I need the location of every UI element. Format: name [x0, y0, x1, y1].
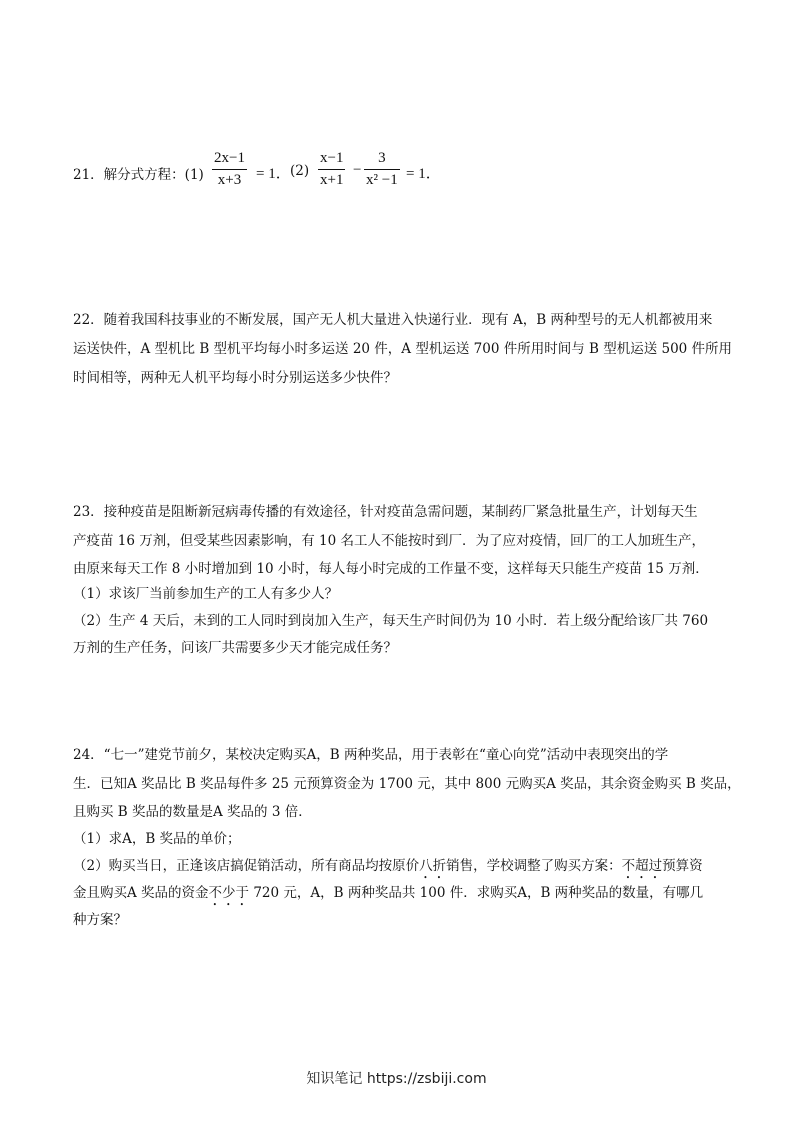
- q24-emphasis-at-least: 不少于: [208, 885, 250, 901]
- fraction-bar: [212, 169, 247, 170]
- footer-watermark: 知识笔记 https://zsbiji.com: [306, 1071, 487, 1087]
- q24-line-6: [73, 883, 703, 909]
- q23-sub-2: （2）生产 4 天后，未到的工人同时到岗加入生产，每天生产时间仍为 10 小时．若上级分配给该厂共 760: [73, 613, 709, 629]
- q24-line-7: 种方案？: [73, 912, 127, 928]
- q24-sub-2: [73, 856, 703, 882]
- q21-eq2-numerator2: 3: [378, 150, 386, 166]
- q24-line-3: 且购买 B 奖品的数量是A 奖品的 3 倍．: [73, 804, 312, 820]
- q23-line-3: 由原来每天工作 8 小时增加到 10 小时，每人每小时完成的工作量不变，这样每天只能生产疫苗 15 万剂．: [73, 561, 709, 577]
- q21-eq2-denominator1: x+1: [320, 172, 344, 188]
- q21-eq2-fraction2: [364, 150, 400, 189]
- q21-prefix: 21．解分式方程：(1): [73, 167, 204, 183]
- q21-eq1-fraction: [212, 150, 247, 189]
- q21-eq1-numerator: 2x−1: [214, 150, 245, 166]
- q24-line-2: 生．已知A 奖品比 B 奖品每件多 25 元预算资金为 1700 元，其中 800 元购买A 奖品，其余资金购买 B 奖品，: [73, 776, 741, 792]
- q23-sub-1: （1）求该厂当前参加生产的工人有多少人？: [73, 586, 339, 602]
- q21-eq2-numerator1: x−1: [320, 150, 344, 166]
- q24-sub-2-text-b: 销售，学校调整了购买方案：: [446, 858, 622, 874]
- q24-emphasis-discount: 八折: [419, 858, 447, 874]
- q21-part2-label: (2): [290, 163, 310, 179]
- q23-line-1: 23．接种疫苗是阻断新冠病毒传播的有效途径，针对疫苗急需问题，某制药厂紧急批量生产，计划每天生: [73, 504, 698, 520]
- q23-line-6: 万剂的生产任务，问该厂共需要多少天才能完成任务？: [73, 640, 397, 656]
- q22-line-2: 运送快件，A 型机比 B 型机平均每小时多运送 20 件，A 型机运送 700 件所用时间与 B 型机运送 500 件所用: [73, 341, 733, 357]
- q21-eq1-denominator: x+3: [217, 172, 242, 188]
- fraction-bar: [364, 169, 400, 170]
- q22-line-3: 时间相等，两种无人机平均每小时分别运送多少快件？: [73, 370, 397, 386]
- fraction-bar: [318, 169, 345, 170]
- q21-eq2-denominator2: x² −1: [366, 172, 398, 188]
- q21-eq2-rhs: = 1．: [406, 166, 441, 182]
- q24-line-1: 24．“七一”建党节前夕，某校决定购买A，B 两种奖品，用于表彰在“童心向党”活动中表现突出的学: [73, 747, 669, 763]
- q22-line-1: 22．随着我国科技事业的不断发展，国产无人机大量进入快递行业．现有 A，B 两种型号的无人机都被用来: [73, 312, 713, 328]
- q24-sub-2-text-c: 预算资: [662, 858, 703, 874]
- q24-emphasis-not-exceed: 不超过: [621, 858, 663, 874]
- q24-sub-2-text-a: （2）购买当日，正逢该店搞促销活动，所有商品均按原价: [73, 858, 420, 874]
- q21-eq2-fraction1: [318, 150, 345, 189]
- q21-eq2-minus: −: [353, 162, 362, 178]
- q21-eq1-rhs: = 1．: [256, 166, 291, 182]
- q24-line-6-text-b: 720 元，A，B 两种奖品共 100 件．求购买A，B 两种奖品的数量，有哪几: [249, 885, 704, 901]
- q24-line-6-text-a: 金且购买A 奖品的资金: [73, 885, 209, 901]
- q23-line-2: 产疫苗 16 万剂，但受某些因素影响，有 10 名工人不能按时到厂．为了应对疫情，回厂的工人加班生产，: [73, 533, 706, 549]
- q24-sub-1: （1）求A，B 奖品的单价；: [73, 831, 241, 847]
